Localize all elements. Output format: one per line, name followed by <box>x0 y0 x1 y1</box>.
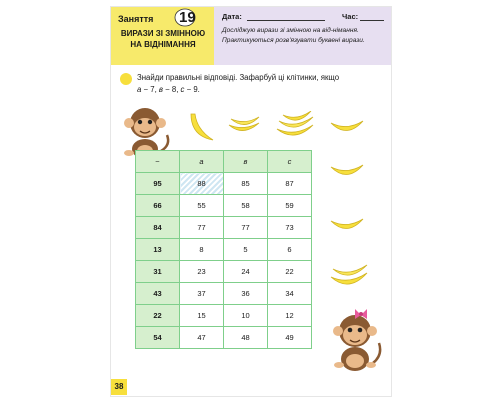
answer-cell[interactable]: 73 <box>268 217 312 239</box>
answer-cell[interactable]: 49 <box>268 327 312 349</box>
table-header-row <box>136 151 312 173</box>
time-label: Час: <box>342 12 359 21</box>
banana-bunch-icon <box>329 261 369 293</box>
table-row <box>136 327 312 349</box>
answer-cell[interactable]: 24 <box>224 261 268 283</box>
lesson-info <box>214 7 391 65</box>
table-row <box>136 305 312 327</box>
answer-cell[interactable]: 77 <box>224 217 268 239</box>
answer-cell[interactable]: 47 <box>180 327 224 349</box>
lesson-header <box>111 7 214 65</box>
answer-cell[interactable]: 85 <box>224 173 268 195</box>
header-var-c: c <box>268 151 312 173</box>
answer-cell[interactable]: 34 <box>268 283 312 305</box>
answer-cell[interactable]: 88 <box>180 173 224 195</box>
answer-cell[interactable]: 10 <box>224 305 268 327</box>
table-row <box>136 261 312 283</box>
banana-icon <box>329 117 365 139</box>
answer-cell[interactable]: 23 <box>180 261 224 283</box>
table-row <box>136 239 312 261</box>
banana-icon <box>329 161 365 183</box>
row-value: 54 <box>136 327 180 349</box>
answer-cell[interactable]: 8 <box>180 239 224 261</box>
lesson-description: Досліджую вирази зі змінною на від-німання. Практикуються розв'язувати буквені вирази. <box>222 27 365 44</box>
row-value: 95 <box>136 173 180 195</box>
workbook-page <box>110 6 392 397</box>
answer-cell[interactable]: 59 <box>268 195 312 217</box>
answer-cell[interactable]: 12 <box>268 305 312 327</box>
table-row <box>136 283 312 305</box>
answer-cell[interactable]: 5 <box>224 239 268 261</box>
table-row <box>136 195 312 217</box>
header-var-a: a <box>180 151 224 173</box>
header-operator: − <box>136 151 180 173</box>
row-value: 22 <box>136 305 180 327</box>
banana-bunch-icon <box>227 115 261 139</box>
lesson-title: ВИРАЗИ ЗІ ЗМІННОЮ НА ВІДНІМАННЯ <box>120 29 206 49</box>
answer-cell[interactable]: 48 <box>224 327 268 349</box>
eq-v: − 8, <box>162 85 181 94</box>
answer-cell[interactable]: 15 <box>180 305 224 327</box>
row-value: 66 <box>136 195 180 217</box>
row-value: 43 <box>136 283 180 305</box>
banana-bunch-icon <box>275 111 315 145</box>
row-value: 31 <box>136 261 180 283</box>
task-bullet-icon <box>120 73 132 85</box>
banana-icon <box>329 215 365 237</box>
lesson-number: 19 <box>179 9 196 26</box>
banana-icon <box>187 110 217 144</box>
var-c: c <box>180 85 185 94</box>
header-var-v: в <box>224 151 268 173</box>
task-line: Знайди правильні відповіді. Зафарбуй ці клітинки, якщо <box>137 73 340 82</box>
answer-cell[interactable]: 37 <box>180 283 224 305</box>
var-v: в <box>158 85 163 94</box>
var-a: a <box>137 85 142 94</box>
table-row <box>136 217 312 239</box>
answer-cell[interactable]: 22 <box>268 261 312 283</box>
answer-cell[interactable]: 58 <box>224 195 268 217</box>
task-instruction <box>137 72 382 96</box>
answer-cell[interactable]: 87 <box>268 173 312 195</box>
row-value: 13 <box>136 239 180 261</box>
answer-cell[interactable]: 77 <box>180 217 224 239</box>
page-number: 38 <box>111 379 127 395</box>
lesson-word: Заняття <box>118 14 154 24</box>
answer-cell[interactable]: 55 <box>180 195 224 217</box>
date-label: Дата: <box>222 12 242 21</box>
table-row <box>136 173 312 195</box>
time-field[interactable] <box>360 20 384 21</box>
eq-c: − 9. <box>184 85 200 94</box>
row-value: 84 <box>136 217 180 239</box>
subtraction-table <box>135 150 312 349</box>
date-field[interactable] <box>247 20 325 21</box>
eq-a: − 7, <box>141 85 159 94</box>
answer-cell[interactable]: 6 <box>268 239 312 261</box>
answer-cell[interactable]: 36 <box>224 283 268 305</box>
monkey-icon <box>325 303 385 375</box>
